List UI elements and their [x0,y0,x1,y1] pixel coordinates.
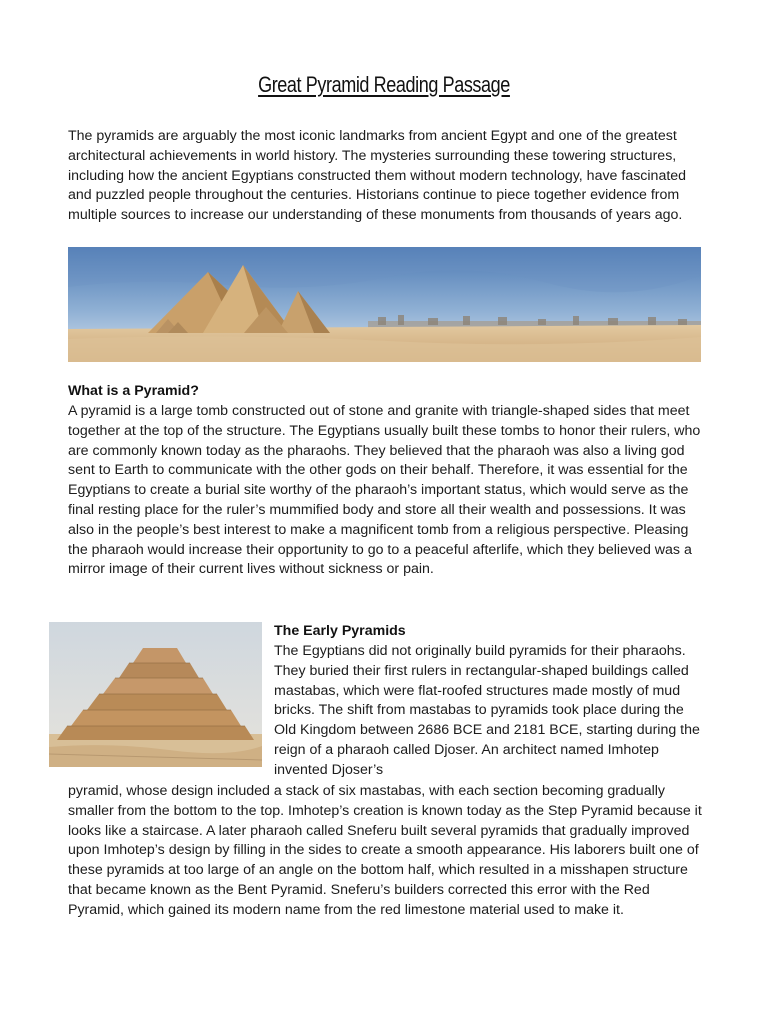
intro-paragraph: The pyramids are arguably the most iconic landmarks from ancient Egypt and one of the greatest architectural achievements in world history. The mysteries surrounding these towering structures, including how the ancient Egyptians constructed them without modern technology, have fascinated and puzzled people throughout the centuries. Historians continue to piece together evidence from multiple sources to increase our understanding of these monuments from thousands of years ago. [68,128,687,224]
step-pyramid-of-djoser-image [49,622,262,767]
page-title: Great Pyramid Reading Passage [258,72,510,97]
section-body-what-is-a-pyramid: A pyramid is a large tomb constructed out of stone and granite with triangle-shaped sides that meet together at the top of the structure. The Egyptians usually built these tombs to honor their rulers, who are commonly known today as the pharaohs. They believed that the pharaoh was also a living god sent to Earth to communicate with the other gods on their behalf. Therefore, it was essential for the Egyptians to create a burial site worthy of the pharaoh’s important status, which would serve as the final resting place for the ruler’s mummified body and store all their wealth and possessions. It was also in the people’s best interest to make a magnificent tomb from a religious perspective. Pleasing the pharaoh would increase their opportunity to go to a peaceful afterlife, which they believed was a mirror image of their current lives without sickness or pain. [68,403,701,578]
section-heading-what-is-a-pyramid: What is a Pyramid? [68,383,199,399]
giza-pyramids-panorama-image [68,247,701,362]
section-heading-the-early-pyramids: The Early Pyramids [274,623,406,639]
section-body-early-pyramids-continued: pyramid, whose design included a stack of six mastabas, with each section becoming gradually smaller from the bottom to the top. Imhotep’s creation is known today as the Step Pyramid because it looks like a staircase. A later pharaoh called Sneferu built several pyramids that gradually improved upon Imhotep’s design by filling in the sides to create a smooth appearance. His laborers built one of these pyramids at too large of an angle on the bottom half, which resulted in a misshapen structure that became known as the Bent Pyramid. Sneferu’s builders corrected this error with the Red Pyramid, which gained its modern name from the red limestone material used to make it. [68,783,702,918]
section-body-early-pyramids-wrapped: The Egyptians did not originally build pyramids for their pharaohs. They buried their first rulers in rectangular-shaped buildings called mastabas, which were flat-roofed structures made mostly of mud bricks. The shift from mastabas to pyramids took place during the Old Kingdom between 2686 BCE and 2181 BCE, starting during the reign of a pharaoh called Djoser. An architect named Imhotep invented Djoser’s [274,643,700,778]
